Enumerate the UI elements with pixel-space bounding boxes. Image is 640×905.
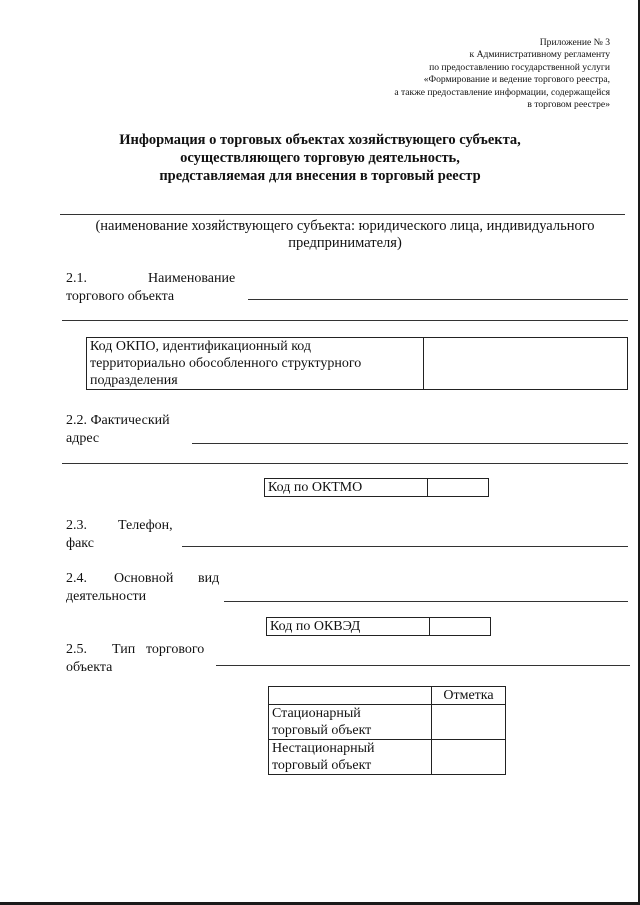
section-2-4-word2: вид	[198, 571, 220, 586]
subject-name-field[interactable]	[60, 214, 625, 215]
section-2-1-word: Наименование	[148, 271, 236, 286]
caption-line: (наименование хозяйствующего субъекта: юридического лица, индивидуального	[95, 218, 595, 234]
section-2-5-number: 2.5.	[66, 642, 87, 657]
appendix-line: к Административному регламенту	[469, 49, 610, 61]
okpo-label-cell	[87, 338, 424, 390]
oktmo-value-cell[interactable]	[428, 479, 489, 497]
type-label-line: торговый объект	[272, 723, 372, 738]
section-2-5-label: объекта	[66, 660, 113, 675]
actual-address-field[interactable]	[192, 443, 628, 444]
section-2-3-word: Телефон,	[118, 518, 173, 533]
okved-label-cell: Код по ОКВЭД	[267, 618, 430, 636]
appendix-note	[310, 37, 610, 111]
section-2-2-label: 2.2. Фактический	[66, 413, 170, 428]
table-row	[269, 705, 506, 740]
mark-header: Отметка	[432, 687, 506, 705]
type-label-line: торговый объект	[272, 758, 372, 773]
trade-object-name-field-2[interactable]	[62, 320, 628, 321]
type-label-cell	[269, 740, 432, 775]
table-header-row	[269, 687, 506, 705]
section-2-1-label: торгового объекта	[66, 289, 175, 304]
okpo-label-line: территориально обособленного структурного	[90, 356, 362, 371]
table-header-empty	[269, 687, 432, 705]
type-label-cell	[269, 705, 432, 740]
section-2-2-label-2: адрес	[66, 431, 100, 446]
section-2-5-word1: Тип	[112, 642, 136, 657]
appendix-line: Приложение № 3	[539, 37, 610, 48]
phone-fax-field[interactable]	[182, 546, 628, 547]
section-2-4-number: 2.4.	[66, 571, 87, 586]
type-label-line: Стационарный	[272, 706, 361, 721]
table-row	[269, 740, 506, 775]
trade-object-name-field[interactable]	[248, 299, 628, 300]
object-type-table	[268, 686, 506, 775]
section-2-4-label: деятельности	[66, 589, 147, 604]
okved-box	[266, 617, 491, 636]
actual-address-field-2[interactable]	[62, 463, 628, 464]
nonstationary-mark-cell[interactable]	[432, 740, 506, 775]
okpo-value-cell[interactable]	[424, 338, 628, 390]
trade-object-type-field[interactable]	[216, 665, 630, 666]
title-line: представляемая для внесения в торговый реестр	[159, 168, 481, 184]
appendix-line: а также предоставление информации, содержащейся	[394, 86, 610, 98]
oktmo-box	[264, 478, 489, 497]
appendix-line: по предоставлению государственной услуги	[429, 61, 610, 73]
title-line: осуществляющего торговую деятельность,	[180, 150, 460, 166]
section-2-1-number: 2.1.	[66, 271, 87, 286]
section-2-5-word2: торгового	[146, 642, 205, 657]
appendix-line: «Формирование и ведение торгового реестра,	[423, 74, 610, 86]
document-title	[0, 131, 640, 185]
oktmo-label-cell: Код по ОКТМО	[265, 479, 428, 497]
section-2-3-label: факс	[66, 536, 94, 551]
okpo-label-line: Код ОКПО, идентификационный код	[90, 339, 312, 354]
stationary-mark-cell[interactable]	[432, 705, 506, 740]
section-2-3-number: 2.3.	[66, 518, 87, 533]
okved-value-cell[interactable]	[430, 618, 491, 636]
main-activity-field[interactable]	[224, 601, 628, 602]
type-label-line: Нестационарный	[272, 741, 375, 756]
appendix-line: в торговом реестре»	[527, 99, 610, 111]
caption-line: предпринимателя)	[288, 235, 402, 251]
okpo-box	[86, 337, 628, 390]
section-2-4-word1: Основной	[114, 571, 174, 586]
title-line: Информация о торговых объектах хозяйствующего субъекта,	[119, 132, 521, 148]
subject-caption	[60, 218, 630, 252]
okpo-label-line: подразделения	[90, 373, 178, 388]
